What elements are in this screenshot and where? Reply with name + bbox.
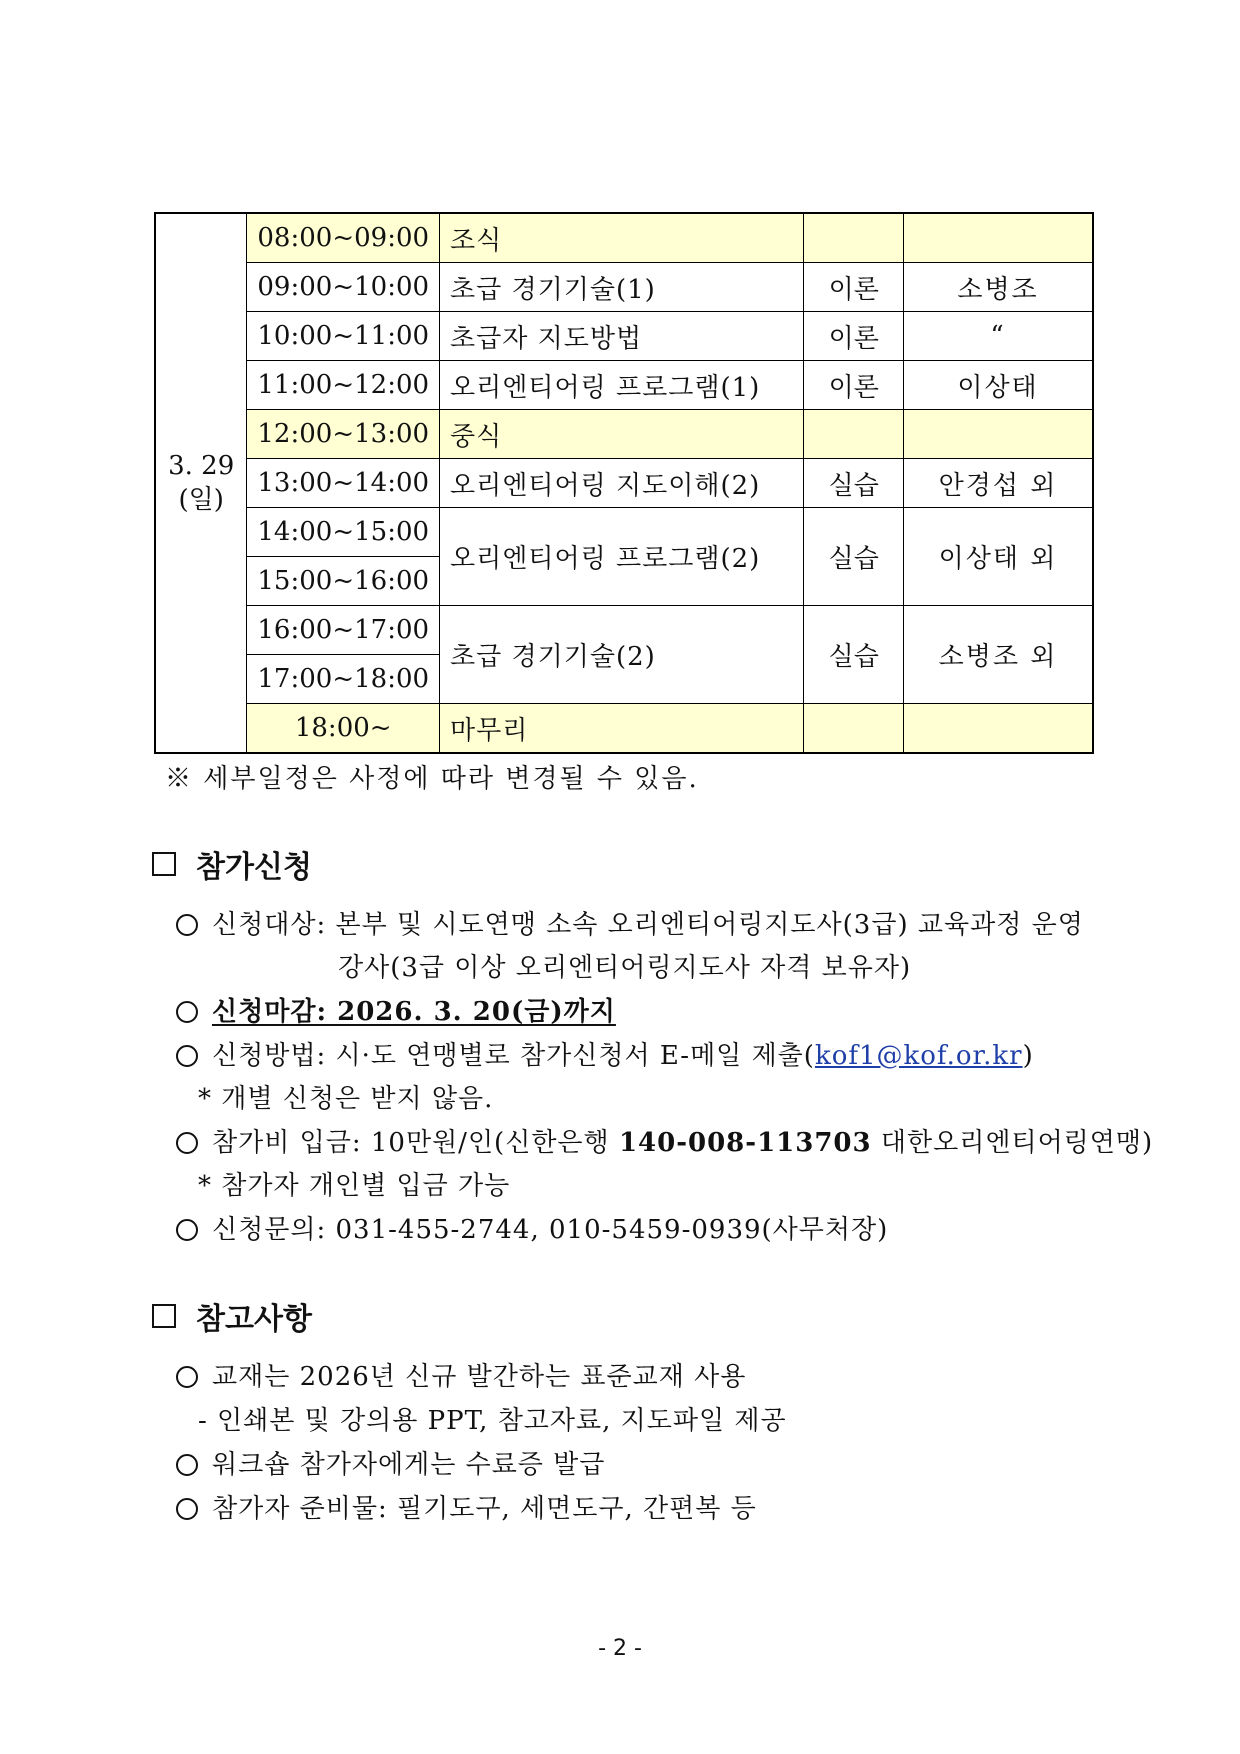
email-link[interactable]: kof1@kof.or.kr [814, 1041, 1023, 1071]
date-text: 3. 29 [168, 451, 235, 481]
time-cell: 16:00~17:00 [247, 606, 440, 655]
circle-bullet-icon [176, 914, 198, 936]
fee-account: 140-008-113703 [618, 1128, 872, 1158]
instructor-cell: 안경섭 외 [904, 459, 1093, 508]
subject-cell: 조식 [440, 213, 804, 263]
time-cell: 18:00~ [247, 704, 440, 754]
type-cell: 실습 [804, 606, 904, 704]
instructor-cell: 소병조 외 [904, 606, 1093, 704]
instructor-cell [904, 410, 1093, 459]
apply-deadline [176, 991, 616, 1028]
circle-bullet-icon [176, 1498, 198, 1520]
type-cell: 이론 [804, 263, 904, 312]
subject-cell: 중식 [440, 410, 804, 459]
page-number: - 2 - [598, 1636, 642, 1661]
instructor-cell [904, 704, 1093, 754]
apply-method [176, 1035, 1034, 1072]
fee-prefix: 참가비 입금: 10만원/인(신한은행 [212, 1128, 619, 1158]
checkbox-square-icon [152, 852, 176, 876]
apply-target [176, 904, 1084, 941]
subject-cell: 오리엔티어링 프로그램(1) [440, 361, 804, 410]
table-row [155, 704, 1093, 754]
subject-cell: 오리엔티어링 프로그램(2) [440, 508, 804, 606]
table-row [155, 312, 1093, 361]
reference-item-1-text: 교재는 2026년 신규 발간하는 표준교재 사용 [212, 1362, 747, 1392]
time-cell: 12:00~13:00 [247, 410, 440, 459]
fee-suffix: 대한오리엔티어링연맹) [871, 1128, 1154, 1158]
type-cell [804, 410, 904, 459]
subject-cell: 마무리 [440, 704, 804, 754]
instructor-cell: 이상태 [904, 361, 1093, 410]
reference-item-1-sub: - 인쇄본 및 강의용 PPT, 참고자료, 지도파일 제공 [198, 1406, 787, 1436]
schedule-note: ※ 세부일정은 사정에 따라 변경될 수 있음. [165, 764, 699, 794]
reference-item-3-text: 참가자 준비물: 필기도구, 세면도구, 간편복 등 [212, 1494, 757, 1524]
table-row [155, 508, 1093, 557]
circle-bullet-icon [176, 1219, 198, 1241]
instructor-cell: 소병조 [904, 263, 1093, 312]
instructor-cell: 이상태 외 [904, 508, 1093, 606]
apply-fee [176, 1122, 1153, 1159]
reference-heading-text: 참고사항 [196, 1302, 312, 1337]
instructor-cell: “ [904, 312, 1093, 361]
reference-item-3 [176, 1488, 757, 1525]
target-label: 신청대상: [212, 910, 336, 940]
subject-cell: 초급 경기기술(2) [440, 606, 804, 704]
time-cell: 13:00~14:00 [247, 459, 440, 508]
type-cell [804, 704, 904, 754]
date-cell [155, 213, 247, 753]
reference-item-2 [176, 1444, 605, 1481]
inquiry-text: 신청문의: 031-455-2744, 010-5459-0939(사무처장) [212, 1215, 889, 1245]
circle-bullet-icon [176, 1045, 198, 1067]
time-cell: 17:00~18:00 [247, 655, 440, 704]
reference-heading [152, 1294, 312, 1338]
time-cell: 11:00~12:00 [247, 361, 440, 410]
table-row [155, 263, 1093, 312]
table-row [155, 410, 1093, 459]
target-line2: 강사(3급 이상 오리엔티어링지도사 자격 보유자) [338, 953, 912, 983]
time-cell: 14:00~15:00 [247, 508, 440, 557]
apply-heading-text: 참가신청 [196, 850, 312, 885]
time-cell: 15:00~16:00 [247, 557, 440, 606]
time-cell: 10:00~11:00 [247, 312, 440, 361]
circle-bullet-icon [176, 1366, 198, 1388]
type-cell: 실습 [804, 508, 904, 606]
apply-heading [152, 842, 312, 886]
schedule-table [154, 212, 1094, 754]
time-cell: 08:00~09:00 [247, 213, 440, 263]
type-cell [804, 213, 904, 263]
method-note: * 개별 신청은 받지 않음. [198, 1084, 494, 1114]
subject-cell: 초급 경기기술(1) [440, 263, 804, 312]
table-row [155, 361, 1093, 410]
time-cell: 09:00~10:00 [247, 263, 440, 312]
reference-item-1 [176, 1356, 746, 1393]
circle-bullet-icon [176, 1132, 198, 1154]
method-suffix: ) [1022, 1041, 1034, 1071]
day-text: (일) [178, 485, 224, 515]
instructor-cell [904, 213, 1093, 263]
apply-inquiry [176, 1209, 888, 1246]
checkbox-square-icon [152, 1304, 176, 1328]
type-cell: 이론 [804, 312, 904, 361]
table-row [155, 459, 1093, 508]
table-row [155, 213, 1093, 263]
table-row [155, 606, 1093, 655]
subject-cell: 오리엔티어링 지도이해(2) [440, 459, 804, 508]
type-cell: 이론 [804, 361, 904, 410]
circle-bullet-icon [176, 1454, 198, 1476]
fee-note: * 참가자 개인별 입금 가능 [198, 1171, 511, 1201]
circle-bullet-icon [176, 1001, 198, 1023]
subject-cell: 초급자 지도방법 [440, 312, 804, 361]
type-cell: 실습 [804, 459, 904, 508]
reference-item-2-text: 워크숍 참가자에게는 수료증 발급 [212, 1450, 606, 1480]
method-prefix: 신청방법: 시·도 연맹별로 참가신청서 E-메일 제출( [212, 1041, 815, 1071]
deadline-text: 신청마감: 2026. 3. 20(금)까지 [212, 997, 616, 1027]
target-line1: 본부 및 시도연맹 소속 오리엔티어링지도사(3급) 교육과정 운영 [335, 910, 1084, 940]
